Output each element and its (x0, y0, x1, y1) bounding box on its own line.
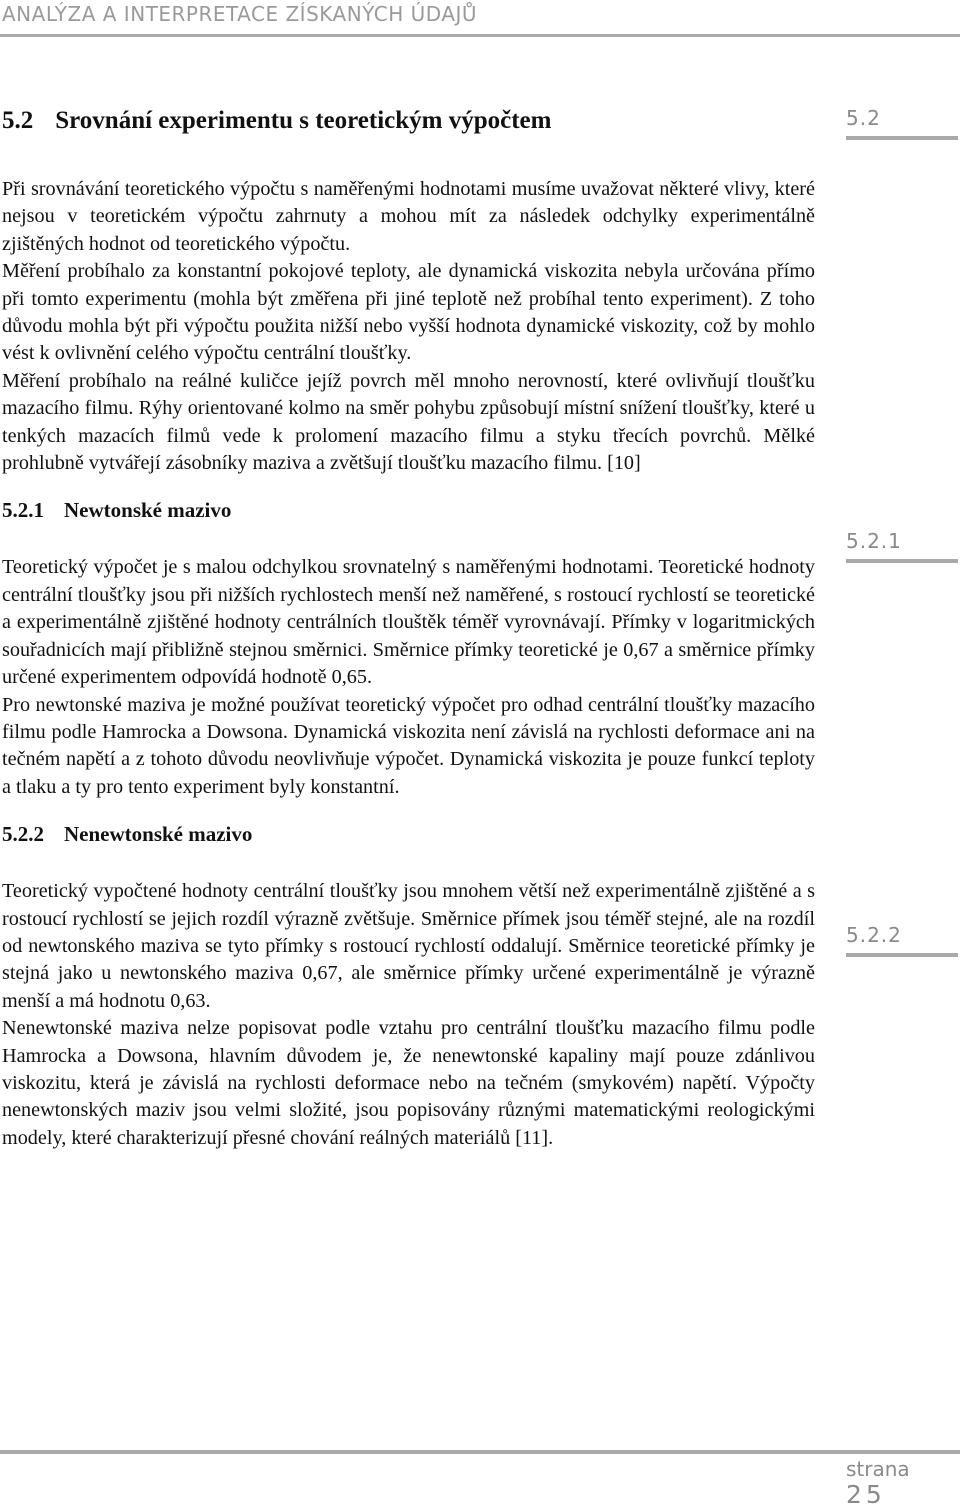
subsection-title-1: Newtonské mazivo (64, 498, 232, 523)
page-label: strana (846, 1457, 910, 1481)
page-number: 25 (846, 1480, 886, 1509)
paragraph: Nenewtonské maziva nelze popisovat podle vztahu pro centrální tloušťku mazacího filmu podle Hamrocka a Dowsona, hlavním důvodem je, že nenewtonské kapaliny mají pouze zdánlivou viskozitu, která je závislá na rychlosti deformace nebo na tečném (smykovém) napětí. Výpočty nenewtonských maziv jsou velmi složité, jsou popisovány různými matematickými reologickými modely, které charakterizují přesné chování reálných materiálů [11]. (2, 1017, 815, 1149)
subsection-number-2: 5.2.2 (2, 822, 44, 847)
margin-section-rule (846, 136, 958, 140)
subsection-heading-2 (2, 821, 815, 848)
footer-rule (0, 1450, 960, 1454)
section-title: Srovnání experimentu s teoretickým výpočtem (55, 107, 552, 134)
paragraph: Měření probíhalo na reálné kuličce jejíž povrch měl mnoho nerovností, které ovlivňují tloušťku mazacího filmu. Rýhy orientované kolmo na směr pohybu způsobují místní snížení tloušťky, které u tenkých mazacích filmů vede k prolomení mazacího filmu a styku třecích povrchů. Mělké prohlubně vytvářejí zásobníky maziva a zvětšují tloušťku mazacího filmu. [10] (2, 369, 815, 475)
subsection-number-1: 5.2.1 (2, 498, 44, 523)
paragraph: Pro newtonské maziva je možné používat teoretický výpočet pro odhad centrální tloušťky mazacího filmu podle Hamrocka a Dowsona. Dynamická viskozita není závislá na rychlosti deformace ani na tečném napětí a z tohoto důvodu neovlivňuje výpočet. Dynamická viskozita je pouze funkcí teploty a tlaku a ty pro tento experiment byly konstantní. (2, 693, 815, 798)
paragraph: Při srovnávání teoretického výpočtu s naměřenými hodnotami musíme uvažovat některé vlivy, které nejsou v teoretickém výpočtu zahrnuty a mohou mít za následek odchylky experimentálně zjištěných hodnot od teoretického výpočtu. (2, 178, 815, 255)
margin-subsection-rule-1 (846, 559, 958, 563)
paragraph: Teoretický výpočet je s malou odchylkou srovnatelný s naměřenými hodnotami. Teoretické hodnoty centrální tloušťky jsou při nižších rychlostech menší než naměřené, s rostoucí rychlostí se teoretické a experimentálně zjištěné hodnoty centrálních tlouštěk téměř vyrovnávají. Přímky v logaritmických souřadnicích mají přibližně stejnou směrnici. Směrnice přímky teoretické je 0,67 a směrnice přímky určené experimentem odpovídá hodnotě 0,65. (2, 556, 815, 689)
margin-subsection-label-2: 5.2.2 (846, 923, 902, 947)
running-header: ANALÝZA A INTERPRETACE ZÍSKANÝCH ÚDAJŮ (2, 2, 478, 26)
margin-subsection-marker-2 (846, 923, 958, 957)
header-rule (0, 34, 960, 37)
margin-subsection-label-1: 5.2.1 (846, 529, 902, 553)
paragraph: Měření probíhalo za konstantní pokojové teploty, ale dynamická viskozita nebyla určována přímo při tomto experimentu (mohla být změřena při jiné teplotě než probíhal tento experiment). Z toho důvodu mohla být při výpočtu použita nižší nebo vyšší hodnota dynamické viskozity, což by mohlo vést k ovlivnění celého výpočtu centrální tloušťky. (2, 260, 815, 365)
section-heading (2, 96, 815, 146)
subsection-heading-1 (2, 497, 815, 524)
document-body (2, 96, 815, 1152)
margin-subsection-marker-1 (846, 529, 958, 563)
subsection-title-2: Nenewtonské mazivo (64, 822, 253, 847)
margin-section-label: 5.2 (846, 106, 881, 130)
margin-subsection-rule-2 (846, 953, 958, 957)
section-number: 5.2 (2, 107, 34, 134)
paragraph: Teoretický vypočtené hodnoty centrální tloušťky jsou mnohem větší než experimentálně zjištěné a s rostoucí rychlostí se jejich rozdíl výrazně zvětšuje. Směrnice přímek jsou téměř stejné, ale na rozdíl od newtonského maziva se tyto přímky s rostoucí rychlostí oddalují. Směrnice teoretické přímky je stejná jako u newtonského maziva 0,67, ale směrnice přímky určené experimentálně je výrazně menší a má hodnotu 0,63. (2, 880, 815, 1012)
margin-section-marker (846, 106, 958, 140)
